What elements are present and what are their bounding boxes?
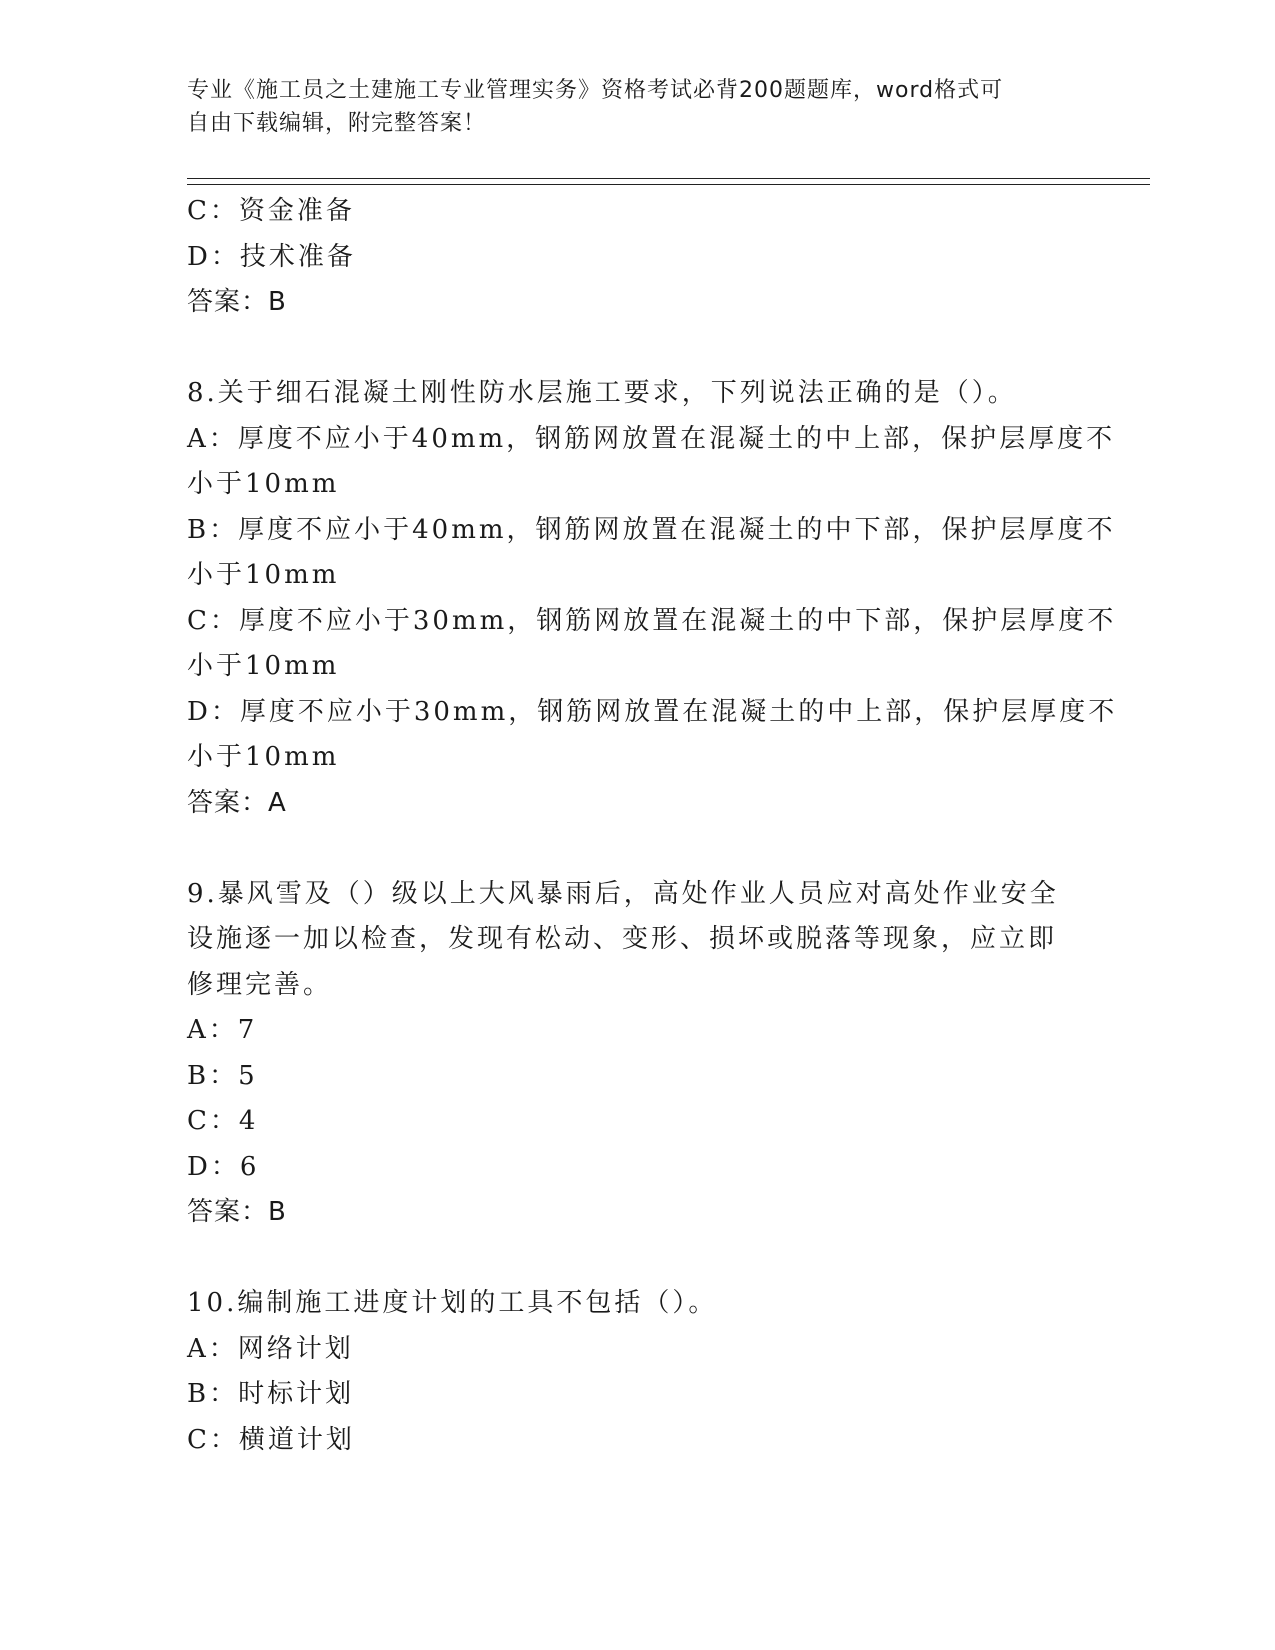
option-a: A：7	[187, 1015, 258, 1045]
option-c-line-2: 小于10mm	[187, 651, 340, 681]
option-c: C：4	[187, 1106, 259, 1136]
option-b: B：时标计划	[187, 1379, 355, 1409]
question-9	[187, 872, 1087, 1236]
option-a-line-2: 小于10mm	[187, 469, 340, 499]
question-text-line-2: 设施逐一加以检查，发现有松动、变形、损坏或脱落等现象，应立即	[187, 924, 1058, 954]
header-title-line-1: 专业《施工员之土建施工专业管理实务》资格考试必背200题题库，word格式可	[187, 78, 1004, 103]
question-text: 10.编制施工进度计划的工具不包括（）。	[187, 1288, 718, 1318]
spacer	[187, 326, 1087, 372]
option-c: C：横道计划	[187, 1424, 355, 1455]
question-7-tail	[187, 189, 1087, 326]
header-divider	[187, 178, 1150, 185]
option-a: A：网络计划	[187, 1333, 354, 1364]
question-text-line-1: 9.暴风雪及（）级以上大风暴雨后，高处作业人员应对高处作业安全	[187, 878, 1059, 909]
document-body	[187, 189, 1118, 1463]
option-b-line-2: 小于10mm	[187, 560, 340, 590]
option-a-line-1: A：厚度不应小于40mm，钢筋网放置在混凝土的中上部，保护层厚度不	[187, 423, 1116, 454]
spacer	[187, 826, 1087, 872]
question-8	[187, 371, 1118, 826]
option-b-line-1: B：厚度不应小于40mm，钢筋网放置在混凝土的中下部，保护层厚度不	[187, 514, 1116, 545]
question-10	[187, 1281, 1087, 1463]
page-header	[187, 74, 1087, 140]
answer: 答案：B	[187, 287, 287, 317]
option-d: D：技术准备	[187, 241, 356, 272]
option-d-line-1: D：厚度不应小于30mm，钢筋网放置在混凝土的中上部，保护层厚度不	[187, 696, 1118, 727]
option-d-line-2: 小于10mm	[187, 742, 340, 772]
option-c-line-1: C：厚度不应小于30mm，钢筋网放置在混凝土的中下部，保护层厚度不	[187, 605, 1117, 636]
spacer	[187, 1236, 1087, 1282]
question-text: 8.关于细石混凝土刚性防水层施工要求，下列说法正确的是（）。	[187, 378, 1017, 408]
option-b: B：5	[187, 1060, 258, 1091]
header-title-line-2: 自由下载编辑，附完整答案！	[187, 111, 487, 136]
option-c: C：资金准备	[187, 196, 355, 226]
question-text-line-3: 修理完善。	[187, 969, 333, 1000]
option-d: D：6	[187, 1151, 260, 1182]
answer: 答案：B	[187, 1197, 287, 1227]
answer: 答案：A	[187, 787, 287, 818]
